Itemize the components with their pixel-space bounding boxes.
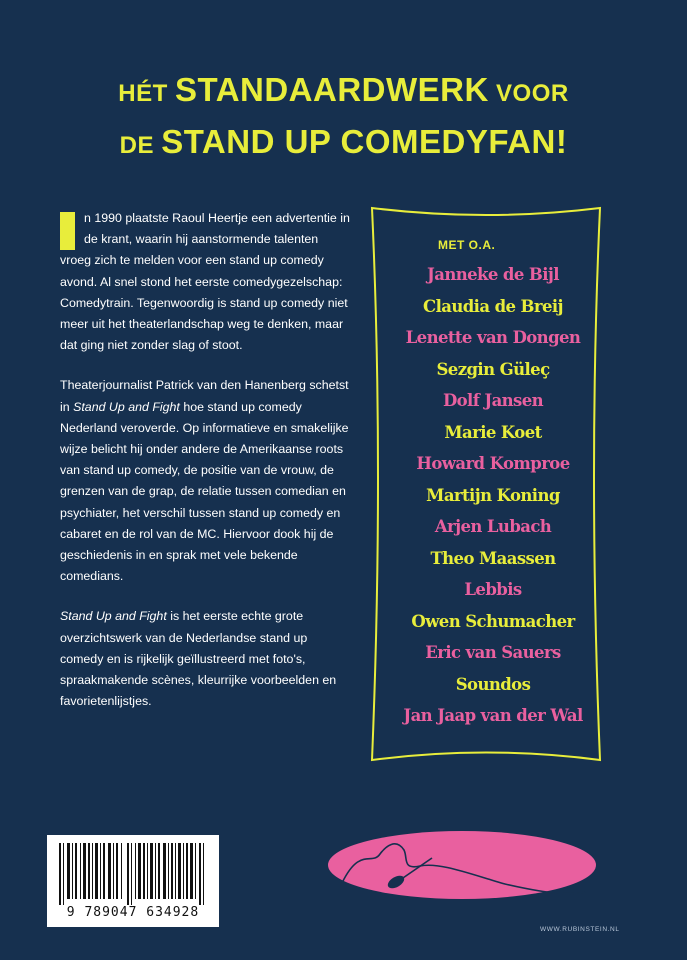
publisher-url: WWW.RUBINSTEIN.NL — [540, 926, 620, 933]
barcode-bars — [59, 843, 207, 905]
cast-name: Lenette van Dongen — [405, 328, 581, 347]
blurb-paragraph-3: Stand Up and Fight is het eerste echte grote overzichtswerk van de Nederlandse stand up comedy en is rijkelijk geïllustreerd met foto's, spraakmakende scènes, kleurrijke voorbeelden en favorietenlijstjes. — [60, 609, 337, 709]
cast-name: Martijn Koning — [426, 485, 560, 505]
cast-name: Theo Maassen — [430, 548, 556, 568]
cast-name: Lebbis — [464, 580, 522, 599]
cast-name: Owen Schumacher — [411, 611, 575, 631]
cast-name: Arjen Lubach — [434, 517, 552, 536]
headline-line-2: DE STAND UP COMEDYFAN! — [119, 123, 568, 160]
cast-name: Dolf Jansen — [442, 391, 544, 410]
cast-name: Soundos — [455, 674, 531, 694]
book-title: Stand Up and Fight — [73, 399, 180, 414]
blurb-paragraph-1: n 1990 plaatste Raoul Heertje een advertentie in de krant, waarin hij aanstormende talenten vroeg zich te melden voor een stand up comedy avond. Al snel stond het eerste comedygezelschap: Comedytrain. Tegenwoordig is stand up comedy niet meer uit het theaterlandschap weg te denken, maar dat ging niet zonder slag of stoot. — [60, 211, 350, 353]
barcode — [47, 835, 219, 927]
blurb-paragraph-2: Theaterjournalist Patrick van den Hanenberg schetst in Stand Up and Fight hoe stand up comedy Nederland veroverde. Op informatieve en smakelijke wijze belicht hij onder andere de Amerikaanse roots van stand up comedy, de positie van de vrouw, de grenzen van de grap, de relatie tussen comedian en psychiater, het verschil tussen stand up comedy en cabaret en de rol van de MC. Hiervoor dook hij de geschiedenis in en sprak met vele bekende comedians. — [60, 378, 349, 584]
cast-name: Eric van Sauers — [425, 643, 561, 662]
cast-name: Claudia de Breij — [423, 296, 563, 316]
cast-name: Howard Komproe — [416, 454, 570, 473]
cast-name: Jan Jaap van der Wal — [403, 706, 583, 725]
cast-label: MET O.A. — [438, 238, 496, 252]
headline-line-1: HÉT STANDAARDWERK VOOR — [118, 71, 569, 108]
cast-name: Janneke de Bijl — [427, 265, 559, 284]
book-title: Stand Up and Fight — [60, 609, 167, 624]
isbn-number: 9 789047 634928 — [66, 905, 200, 920]
cast-name: Sezgin Güleç — [436, 359, 550, 379]
cast-name: Marie Koet — [444, 422, 542, 442]
